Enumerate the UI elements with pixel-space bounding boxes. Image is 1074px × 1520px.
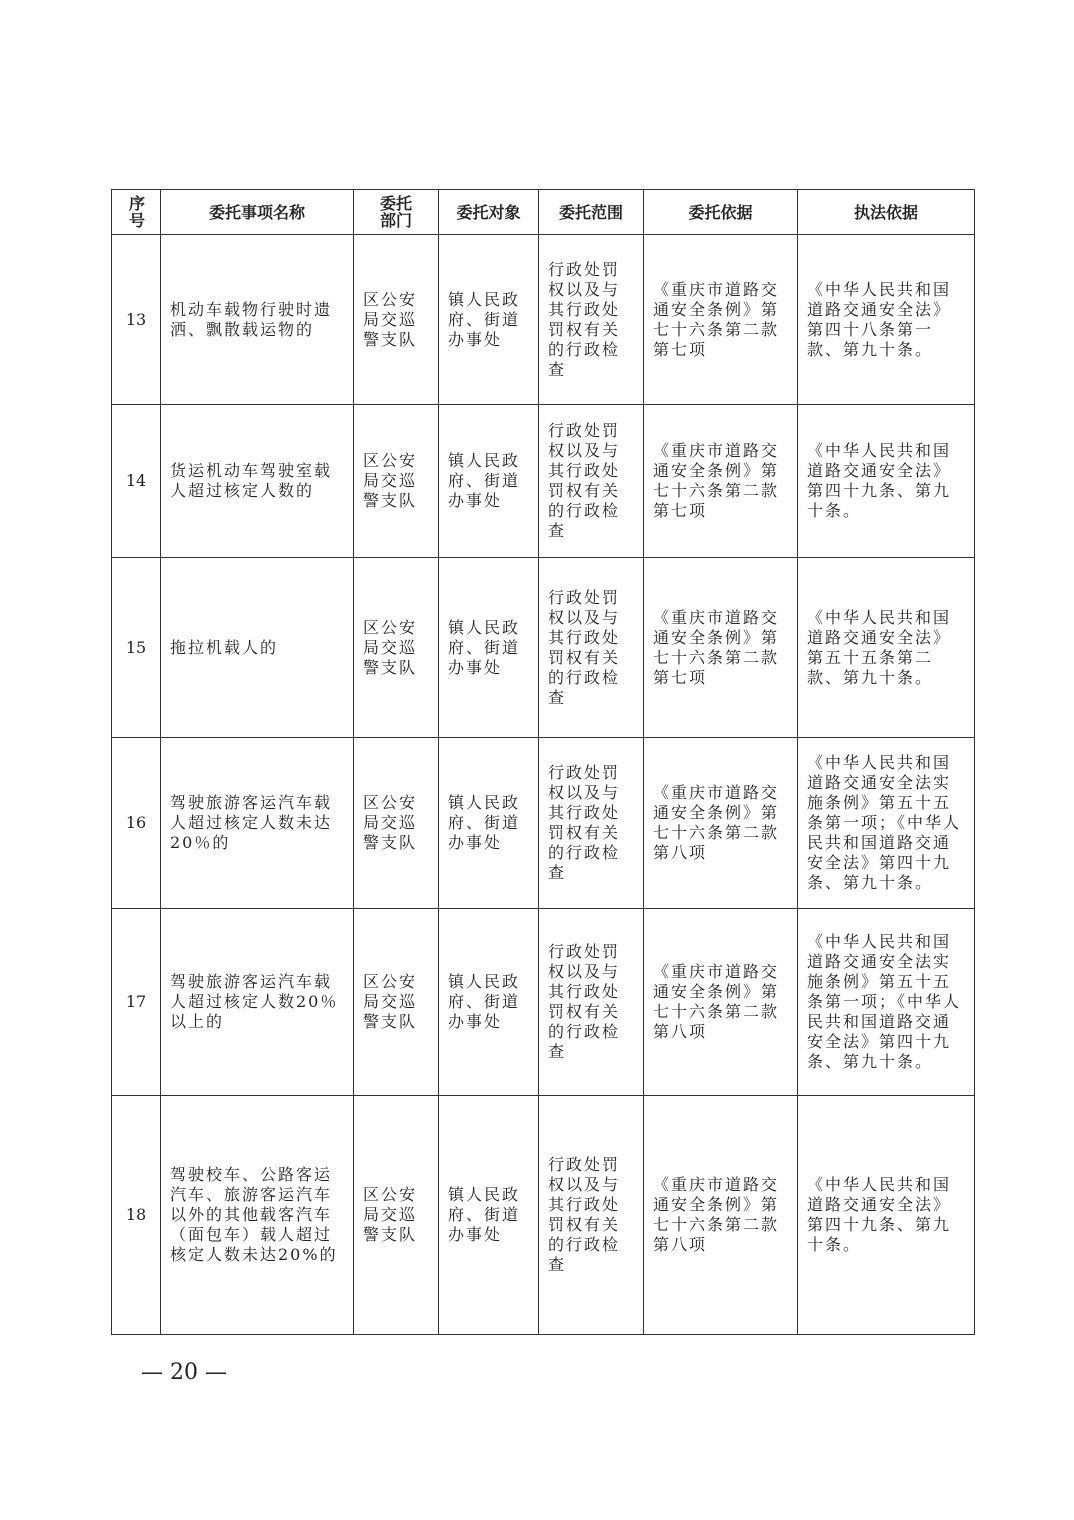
table-row [112, 738, 975, 909]
table-header-row [112, 190, 975, 235]
row-item-name: 货运机动车驾驶室载人超过核定人数的 [161, 405, 354, 558]
table-row [112, 235, 975, 405]
row-basis: 《重庆市道路交通安全条例》第七十六条第二款第七项 [644, 405, 798, 558]
row-scope: 行政处罚权以及与其行政处罚权有关的行政检查 [539, 558, 644, 738]
row-law-basis: 《中华人民共和国道路交通安全法实施条例》第五十五条第一项；《中华人民共和国道路交通安全法》第四十九条、第九十条。 [798, 738, 975, 909]
row-seq: 16 [112, 738, 161, 909]
row-seq: 17 [112, 909, 161, 1096]
row-department: 区公安局交巡警支队 [354, 1096, 439, 1335]
header-seq: 序号 [112, 190, 161, 235]
row-basis: 《重庆市道路交通安全条例》第七十六条第二款第八项 [644, 1096, 798, 1335]
header-item-name: 委托事项名称 [161, 190, 354, 235]
row-item-name: 拖拉机载人的 [161, 558, 354, 738]
row-scope: 行政处罚权以及与其行政处罚权有关的行政检查 [539, 909, 644, 1096]
row-basis: 《重庆市道路交通安全条例》第七十六条第二款第七项 [644, 235, 798, 405]
row-item-name: 驾驶校车、公路客运汽车、旅游客运汽车以外的其他载客汽车（面包车）载人超过核定人数未达20%的 [161, 1096, 354, 1335]
row-law-basis: 《中华人民共和国道路交通安全法》第五十五条第二款、第九十条。 [798, 558, 975, 738]
row-basis: 《重庆市道路交通安全条例》第七十六条第二款第八项 [644, 909, 798, 1096]
row-item-name: 机动车载物行驶时遗洒、飘散载运物的 [161, 235, 354, 405]
row-seq: 13 [112, 235, 161, 405]
row-scope: 行政处罚权以及与其行政处罚权有关的行政检查 [539, 1096, 644, 1335]
row-item-name: 驾驶旅游客运汽车载人超过核定人数未达20％的 [161, 738, 354, 909]
row-target: 镇人民政府、街道办事处 [439, 405, 539, 558]
row-basis: 《重庆市道路交通安全条例》第七十六条第二款第七项 [644, 558, 798, 738]
row-target: 镇人民政府、街道办事处 [439, 738, 539, 909]
row-seq: 15 [112, 558, 161, 738]
page-number: — 20 — [141, 1360, 227, 1385]
table-row [112, 558, 975, 738]
row-target: 镇人民政府、街道办事处 [439, 1096, 539, 1335]
header-law-basis: 执法依据 [798, 190, 975, 235]
table-row [112, 405, 975, 558]
row-seq: 14 [112, 405, 161, 558]
row-seq: 18 [112, 1096, 161, 1335]
row-item-name: 驾驶旅游客运汽车载人超过核定人数20％以上的 [161, 909, 354, 1096]
row-law-basis: 《中华人民共和国道路交通安全法》第四十九条、第九十条。 [798, 1096, 975, 1335]
row-department: 区公安局交巡警支队 [354, 558, 439, 738]
row-law-basis: 《中华人民共和国道路交通安全法》第四十八条第一款、第九十条。 [798, 235, 975, 405]
header-basis: 委托依据 [644, 190, 798, 235]
row-department: 区公安局交巡警支队 [354, 738, 439, 909]
row-scope: 行政处罚权以及与其行政处罚权有关的行政检查 [539, 405, 644, 558]
table-row [112, 909, 975, 1096]
header-department: 委托部门 [354, 190, 439, 235]
row-scope: 行政处罚权以及与其行政处罚权有关的行政检查 [539, 738, 644, 909]
row-law-basis: 《中华人民共和国道路交通安全法》第四十九条、第九十条。 [798, 405, 975, 558]
row-department: 区公安局交巡警支队 [354, 909, 439, 1096]
table-row [112, 1096, 975, 1335]
row-department: 区公安局交巡警支队 [354, 235, 439, 405]
header-scope: 委托范围 [539, 190, 644, 235]
row-basis: 《重庆市道路交通安全条例》第七十六条第二款第八项 [644, 738, 798, 909]
row-target: 镇人民政府、街道办事处 [439, 235, 539, 405]
row-department: 区公安局交巡警支队 [354, 405, 439, 558]
row-scope: 行政处罚权以及与其行政处罚权有关的行政检查 [539, 235, 644, 405]
row-target: 镇人民政府、街道办事处 [439, 909, 539, 1096]
header-target: 委托对象 [439, 190, 539, 235]
delegation-table [111, 189, 975, 1335]
row-law-basis: 《中华人民共和国道路交通安全法实施条例》第五十五条第一项；《中华人民共和国道路交通安全法》第四十九条、第九十条。 [798, 909, 975, 1096]
row-target: 镇人民政府、街道办事处 [439, 558, 539, 738]
